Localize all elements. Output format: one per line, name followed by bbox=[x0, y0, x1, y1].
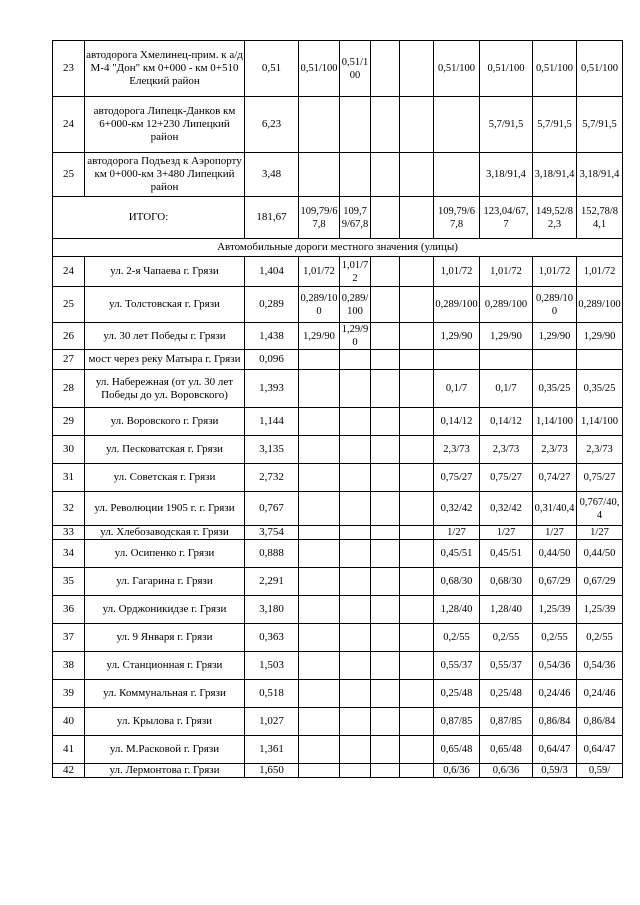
row-number: 40 bbox=[53, 708, 85, 736]
value-cell-c8: 0,24/46 bbox=[577, 680, 623, 708]
value-cell-c2 bbox=[340, 652, 371, 680]
value-cell-c3 bbox=[371, 370, 400, 408]
row-number: 34 bbox=[53, 540, 85, 568]
value-cell-c6: 5,7/91,5 bbox=[480, 97, 533, 153]
value-cell-c2 bbox=[340, 680, 371, 708]
value-cell-c4 bbox=[400, 153, 434, 197]
value-cell-c8: 0,289/100 bbox=[577, 287, 623, 323]
value-cell-c3 bbox=[371, 323, 400, 350]
road-length: 0,767 bbox=[245, 492, 299, 526]
value-cell-c4 bbox=[400, 568, 434, 596]
value-cell-c7: 5,7/91,5 bbox=[533, 97, 577, 153]
value-cell-c3 bbox=[371, 540, 400, 568]
road-name: ул. Толстовская г. Грязи bbox=[85, 287, 245, 323]
total-c5: 109,79/67,8 bbox=[434, 197, 480, 239]
road-name: автодорога Липецк-Данков км 6+000-км 12+230 Липецкий район bbox=[85, 97, 245, 153]
value-cell-c1 bbox=[299, 708, 340, 736]
value-cell-c7: 0,24/46 bbox=[533, 680, 577, 708]
value-cell-c8: 0,767/40,4 bbox=[577, 492, 623, 526]
value-cell-c1 bbox=[299, 370, 340, 408]
road-length: 0,888 bbox=[245, 540, 299, 568]
road-name: ул. Хлебозаводская г. Грязи bbox=[85, 526, 245, 540]
value-cell-c8: 1/27 bbox=[577, 526, 623, 540]
value-cell-c6: 0,289/100 bbox=[480, 287, 533, 323]
value-cell-c1 bbox=[299, 153, 340, 197]
value-cell-c7: 3,18/91,4 bbox=[533, 153, 577, 197]
value-cell-c3 bbox=[371, 492, 400, 526]
value-cell-c3 bbox=[371, 680, 400, 708]
value-cell-c4 bbox=[400, 97, 434, 153]
value-cell-c4 bbox=[400, 680, 434, 708]
value-cell-c3 bbox=[371, 764, 400, 778]
road-length: 1,144 bbox=[245, 408, 299, 436]
value-cell-c1 bbox=[299, 97, 340, 153]
value-cell-c5 bbox=[434, 153, 480, 197]
value-cell-c3 bbox=[371, 708, 400, 736]
value-cell-c6: 0,87/85 bbox=[480, 708, 533, 736]
value-cell-c2 bbox=[340, 540, 371, 568]
value-cell-c2 bbox=[340, 350, 371, 370]
value-cell-c8: 1,14/100 bbox=[577, 408, 623, 436]
value-cell-c5: 0,75/27 bbox=[434, 464, 480, 492]
value-cell-c2 bbox=[340, 568, 371, 596]
table-row bbox=[53, 764, 623, 778]
value-cell-c6: 0,6/36 bbox=[480, 764, 533, 778]
value-cell-c8: 0,75/27 bbox=[577, 464, 623, 492]
value-cell-c2 bbox=[340, 596, 371, 624]
table-row bbox=[53, 153, 623, 197]
value-cell-c6: 0,75/27 bbox=[480, 464, 533, 492]
road-length: 1,650 bbox=[245, 764, 299, 778]
road-length: 2,291 bbox=[245, 568, 299, 596]
value-cell-c7: 0,289/100 bbox=[533, 287, 577, 323]
value-cell-c1 bbox=[299, 408, 340, 436]
value-cell-c1: 1,29/90 bbox=[299, 323, 340, 350]
table-row bbox=[53, 41, 623, 97]
table-row bbox=[53, 492, 623, 526]
value-cell-c5: 0,32/42 bbox=[434, 492, 480, 526]
value-cell-c8: 0,59/ bbox=[577, 764, 623, 778]
value-cell-c2 bbox=[340, 464, 371, 492]
value-cell-c5 bbox=[434, 97, 480, 153]
value-cell-c3 bbox=[371, 526, 400, 540]
road-name: ул. Коммунальная г. Грязи bbox=[85, 680, 245, 708]
value-cell-c4 bbox=[400, 652, 434, 680]
value-cell-c8: 3,18/91,4 bbox=[577, 153, 623, 197]
road-name: ул. Революции 1905 г. г. Грязи bbox=[85, 492, 245, 526]
row-number: 42 bbox=[53, 764, 85, 778]
value-cell-c3 bbox=[371, 287, 400, 323]
road-name: ул. Советская г. Грязи bbox=[85, 464, 245, 492]
value-cell-c4 bbox=[400, 764, 434, 778]
total-c4 bbox=[400, 197, 434, 239]
total-c2: 109,79/67,8 bbox=[340, 197, 371, 239]
value-cell-c7: 1,29/90 bbox=[533, 323, 577, 350]
road-name: ул. 30 лет Победы г. Грязи bbox=[85, 323, 245, 350]
row-number: 24 bbox=[53, 257, 85, 287]
value-cell-c6: 1,28/40 bbox=[480, 596, 533, 624]
road-name: ул. Гагарина г. Грязи bbox=[85, 568, 245, 596]
value-cell-c5: 0,14/12 bbox=[434, 408, 480, 436]
value-cell-c4 bbox=[400, 408, 434, 436]
value-cell-c1 bbox=[299, 596, 340, 624]
table-row bbox=[53, 540, 623, 568]
road-name: автодорога Подъезд к Аэропорту км 0+000-км 3+480 Липецкий район bbox=[85, 153, 245, 197]
value-cell-c6: 0,65/48 bbox=[480, 736, 533, 764]
value-cell-c5: 1,28/40 bbox=[434, 596, 480, 624]
value-cell-c5: 0,55/37 bbox=[434, 652, 480, 680]
value-cell-c4 bbox=[400, 287, 434, 323]
value-cell-c1 bbox=[299, 350, 340, 370]
value-cell-c6: 0,2/55 bbox=[480, 624, 533, 652]
value-cell-c1 bbox=[299, 526, 340, 540]
value-cell-c4 bbox=[400, 624, 434, 652]
value-cell-c2 bbox=[340, 408, 371, 436]
road-length: 0,289 bbox=[245, 287, 299, 323]
value-cell-c3 bbox=[371, 257, 400, 287]
total-c6: 123,04/67,7 bbox=[480, 197, 533, 239]
road-length: 3,754 bbox=[245, 526, 299, 540]
road-length: 3,135 bbox=[245, 436, 299, 464]
total-length: 181,67 bbox=[245, 197, 299, 239]
value-cell-c5: 1,01/72 bbox=[434, 257, 480, 287]
table-row bbox=[53, 464, 623, 492]
road-length: 3,180 bbox=[245, 596, 299, 624]
total-c3 bbox=[371, 197, 400, 239]
total-c7: 149,52/82,3 bbox=[533, 197, 577, 239]
road-length: 1,393 bbox=[245, 370, 299, 408]
value-cell-c4 bbox=[400, 350, 434, 370]
road-length: 1,027 bbox=[245, 708, 299, 736]
table-row bbox=[53, 436, 623, 464]
value-cell-c1 bbox=[299, 540, 340, 568]
road-name: ул. Лермонтова г. Грязи bbox=[85, 764, 245, 778]
table-row bbox=[53, 652, 623, 680]
roads-table-body bbox=[53, 41, 623, 778]
value-cell-c7: 0,2/55 bbox=[533, 624, 577, 652]
value-cell-c1 bbox=[299, 764, 340, 778]
value-cell-c8: 1,25/39 bbox=[577, 596, 623, 624]
value-cell-c5: 1,29/90 bbox=[434, 323, 480, 350]
value-cell-c8 bbox=[577, 350, 623, 370]
value-cell-c6 bbox=[480, 350, 533, 370]
value-cell-c2 bbox=[340, 526, 371, 540]
value-cell-c7: 1,25/39 bbox=[533, 596, 577, 624]
value-cell-c1 bbox=[299, 464, 340, 492]
value-cell-c6: 0,68/30 bbox=[480, 568, 533, 596]
value-cell-c1 bbox=[299, 736, 340, 764]
value-cell-c2 bbox=[340, 624, 371, 652]
row-number: 27 bbox=[53, 350, 85, 370]
value-cell-c2 bbox=[340, 97, 371, 153]
value-cell-c1: 0,289/100 bbox=[299, 287, 340, 323]
road-name: ул. Крылова г. Грязи bbox=[85, 708, 245, 736]
value-cell-c4 bbox=[400, 370, 434, 408]
value-cell-c6: 2,3/73 bbox=[480, 436, 533, 464]
row-number: 37 bbox=[53, 624, 85, 652]
table-row bbox=[53, 323, 623, 350]
section-row bbox=[53, 239, 623, 257]
value-cell-c5: 0,45/51 bbox=[434, 540, 480, 568]
value-cell-c8: 0,54/36 bbox=[577, 652, 623, 680]
value-cell-c7: 1,01/72 bbox=[533, 257, 577, 287]
road-length: 1,404 bbox=[245, 257, 299, 287]
value-cell-c3 bbox=[371, 97, 400, 153]
value-cell-c3 bbox=[371, 436, 400, 464]
value-cell-c2 bbox=[340, 708, 371, 736]
value-cell-c7: 0,35/25 bbox=[533, 370, 577, 408]
row-number: 32 bbox=[53, 492, 85, 526]
value-cell-c8: 0,44/50 bbox=[577, 540, 623, 568]
value-cell-c1 bbox=[299, 680, 340, 708]
value-cell-c2: 1,29/90 bbox=[340, 323, 371, 350]
value-cell-c7: 0,74/27 bbox=[533, 464, 577, 492]
row-number: 41 bbox=[53, 736, 85, 764]
value-cell-c7: 0,44/50 bbox=[533, 540, 577, 568]
value-cell-c5: 2,3/73 bbox=[434, 436, 480, 464]
value-cell-c6: 0,32/42 bbox=[480, 492, 533, 526]
row-number: 29 bbox=[53, 408, 85, 436]
table-row bbox=[53, 257, 623, 287]
road-name: ул. Осипенко г. Грязи bbox=[85, 540, 245, 568]
value-cell-c4 bbox=[400, 596, 434, 624]
value-cell-c7 bbox=[533, 350, 577, 370]
road-name: ул. Станционная г. Грязи bbox=[85, 652, 245, 680]
value-cell-c3 bbox=[371, 41, 400, 97]
value-cell-c4 bbox=[400, 323, 434, 350]
value-cell-c7: 0,59/3 bbox=[533, 764, 577, 778]
road-length: 0,363 bbox=[245, 624, 299, 652]
value-cell-c2 bbox=[340, 736, 371, 764]
table-row bbox=[53, 287, 623, 323]
value-cell-c8: 1,29/90 bbox=[577, 323, 623, 350]
value-cell-c7: 0,31/40,4 bbox=[533, 492, 577, 526]
value-cell-c5: 0,87/85 bbox=[434, 708, 480, 736]
road-length: 2,732 bbox=[245, 464, 299, 492]
road-length: 0,096 bbox=[245, 350, 299, 370]
road-length: 1,438 bbox=[245, 323, 299, 350]
value-cell-c6: 0,55/37 bbox=[480, 652, 533, 680]
road-name: ул. Орджоникидзе г. Грязи bbox=[85, 596, 245, 624]
road-name: ул. М.Расковой г. Грязи bbox=[85, 736, 245, 764]
value-cell-c3 bbox=[371, 736, 400, 764]
value-cell-c6: 0,1/7 bbox=[480, 370, 533, 408]
table-row bbox=[53, 568, 623, 596]
total-label: ИТОГО: bbox=[53, 197, 245, 239]
value-cell-c2 bbox=[340, 492, 371, 526]
road-name: ул. 9 Января г. Грязи bbox=[85, 624, 245, 652]
total-c8: 152,78/84,1 bbox=[577, 197, 623, 239]
road-length: 0,51 bbox=[245, 41, 299, 97]
row-number: 23 bbox=[53, 41, 85, 97]
row-number: 36 bbox=[53, 596, 85, 624]
value-cell-c7: 1/27 bbox=[533, 526, 577, 540]
value-cell-c6: 0,25/48 bbox=[480, 680, 533, 708]
value-cell-c8: 0,67/29 bbox=[577, 568, 623, 596]
value-cell-c2 bbox=[340, 370, 371, 408]
row-number: 31 bbox=[53, 464, 85, 492]
value-cell-c8: 1,01/72 bbox=[577, 257, 623, 287]
value-cell-c8: 0,35/25 bbox=[577, 370, 623, 408]
row-number: 26 bbox=[53, 323, 85, 350]
value-cell-c5 bbox=[434, 350, 480, 370]
table-row bbox=[53, 97, 623, 153]
value-cell-c5: 0,1/7 bbox=[434, 370, 480, 408]
table-row bbox=[53, 596, 623, 624]
value-cell-c7: 1,14/100 bbox=[533, 408, 577, 436]
value-cell-c6: 0,51/100 bbox=[480, 41, 533, 97]
table-row bbox=[53, 624, 623, 652]
value-cell-c4 bbox=[400, 708, 434, 736]
value-cell-c6: 0,45/51 bbox=[480, 540, 533, 568]
value-cell-c3 bbox=[371, 153, 400, 197]
value-cell-c1 bbox=[299, 568, 340, 596]
value-cell-c2: 0,51/100 bbox=[340, 41, 371, 97]
value-cell-c5: 0,289/100 bbox=[434, 287, 480, 323]
value-cell-c5: 0,65/48 bbox=[434, 736, 480, 764]
value-cell-c7: 0,86/84 bbox=[533, 708, 577, 736]
value-cell-c3 bbox=[371, 464, 400, 492]
value-cell-c4 bbox=[400, 540, 434, 568]
value-cell-c8: 2,3/73 bbox=[577, 436, 623, 464]
value-cell-c8: 0,86/84 bbox=[577, 708, 623, 736]
road-length: 1,503 bbox=[245, 652, 299, 680]
value-cell-c6: 0,14/12 bbox=[480, 408, 533, 436]
value-cell-c8: 0,2/55 bbox=[577, 624, 623, 652]
value-cell-c4 bbox=[400, 436, 434, 464]
table-row bbox=[53, 708, 623, 736]
road-length: 0,518 bbox=[245, 680, 299, 708]
value-cell-c4 bbox=[400, 492, 434, 526]
value-cell-c1 bbox=[299, 652, 340, 680]
row-number: 24 bbox=[53, 97, 85, 153]
table-row bbox=[53, 408, 623, 436]
row-number: 39 bbox=[53, 680, 85, 708]
road-name: мост через реку Матыра г. Грязи bbox=[85, 350, 245, 370]
road-length: 3,48 bbox=[245, 153, 299, 197]
value-cell-c7: 0,54/36 bbox=[533, 652, 577, 680]
value-cell-c4 bbox=[400, 41, 434, 97]
value-cell-c7: 0,67/29 bbox=[533, 568, 577, 596]
roads-table bbox=[52, 40, 623, 778]
value-cell-c5: 0,2/55 bbox=[434, 624, 480, 652]
value-cell-c4 bbox=[400, 464, 434, 492]
road-name: автодорога Хмелинец-прим. к а/д М-4 "Дон" км 0+000 - км 0+510 Елецкий район bbox=[85, 41, 245, 97]
table-row bbox=[53, 736, 623, 764]
value-cell-c6: 1/27 bbox=[480, 526, 533, 540]
row-number: 38 bbox=[53, 652, 85, 680]
table-row bbox=[53, 350, 623, 370]
value-cell-c3 bbox=[371, 596, 400, 624]
row-number: 33 bbox=[53, 526, 85, 540]
value-cell-c1: 1,01/72 bbox=[299, 257, 340, 287]
road-name: ул. Набережная (от ул. 30 лет Победы до ул. Воровского) bbox=[85, 370, 245, 408]
road-name: ул. 2-я Чапаева г. Грязи bbox=[85, 257, 245, 287]
value-cell-c2 bbox=[340, 153, 371, 197]
value-cell-c1 bbox=[299, 624, 340, 652]
value-cell-c8: 0,51/100 bbox=[577, 41, 623, 97]
value-cell-c5: 0,25/48 bbox=[434, 680, 480, 708]
value-cell-c1 bbox=[299, 436, 340, 464]
total-row bbox=[53, 197, 623, 239]
table-row bbox=[53, 370, 623, 408]
value-cell-c7: 0,64/47 bbox=[533, 736, 577, 764]
value-cell-c3 bbox=[371, 624, 400, 652]
road-length: 6,23 bbox=[245, 97, 299, 153]
value-cell-c4 bbox=[400, 526, 434, 540]
value-cell-c6: 1,29/90 bbox=[480, 323, 533, 350]
row-number: 30 bbox=[53, 436, 85, 464]
row-number: 25 bbox=[53, 287, 85, 323]
value-cell-c6: 3,18/91,4 bbox=[480, 153, 533, 197]
road-length: 1,361 bbox=[245, 736, 299, 764]
value-cell-c6: 1,01/72 bbox=[480, 257, 533, 287]
row-number: 25 bbox=[53, 153, 85, 197]
value-cell-c2 bbox=[340, 436, 371, 464]
value-cell-c3 bbox=[371, 408, 400, 436]
value-cell-c3 bbox=[371, 652, 400, 680]
table-row bbox=[53, 680, 623, 708]
value-cell-c7: 0,51/100 bbox=[533, 41, 577, 97]
value-cell-c1: 0,51/100 bbox=[299, 41, 340, 97]
value-cell-c2: 0,289/100 bbox=[340, 287, 371, 323]
row-number: 28 bbox=[53, 370, 85, 408]
row-number: 35 bbox=[53, 568, 85, 596]
road-name: ул. Воровского г. Грязи bbox=[85, 408, 245, 436]
value-cell-c1 bbox=[299, 492, 340, 526]
value-cell-c8: 5,7/91,5 bbox=[577, 97, 623, 153]
road-name: ул. Песковатская г. Грязи bbox=[85, 436, 245, 464]
value-cell-c5: 0,51/100 bbox=[434, 41, 480, 97]
value-cell-c4 bbox=[400, 257, 434, 287]
value-cell-c5: 0,68/30 bbox=[434, 568, 480, 596]
value-cell-c8: 0,64/47 bbox=[577, 736, 623, 764]
value-cell-c2: 1,01/72 bbox=[340, 257, 371, 287]
value-cell-c4 bbox=[400, 736, 434, 764]
value-cell-c2 bbox=[340, 764, 371, 778]
value-cell-c7: 2,3/73 bbox=[533, 436, 577, 464]
table-row bbox=[53, 526, 623, 540]
value-cell-c3 bbox=[371, 350, 400, 370]
section-title: Автомобильные дороги местного значения (улицы) bbox=[53, 239, 623, 257]
value-cell-c3 bbox=[371, 568, 400, 596]
value-cell-c5: 0,6/36 bbox=[434, 764, 480, 778]
total-c1: 109,79/67,8 bbox=[299, 197, 340, 239]
value-cell-c5: 1/27 bbox=[434, 526, 480, 540]
